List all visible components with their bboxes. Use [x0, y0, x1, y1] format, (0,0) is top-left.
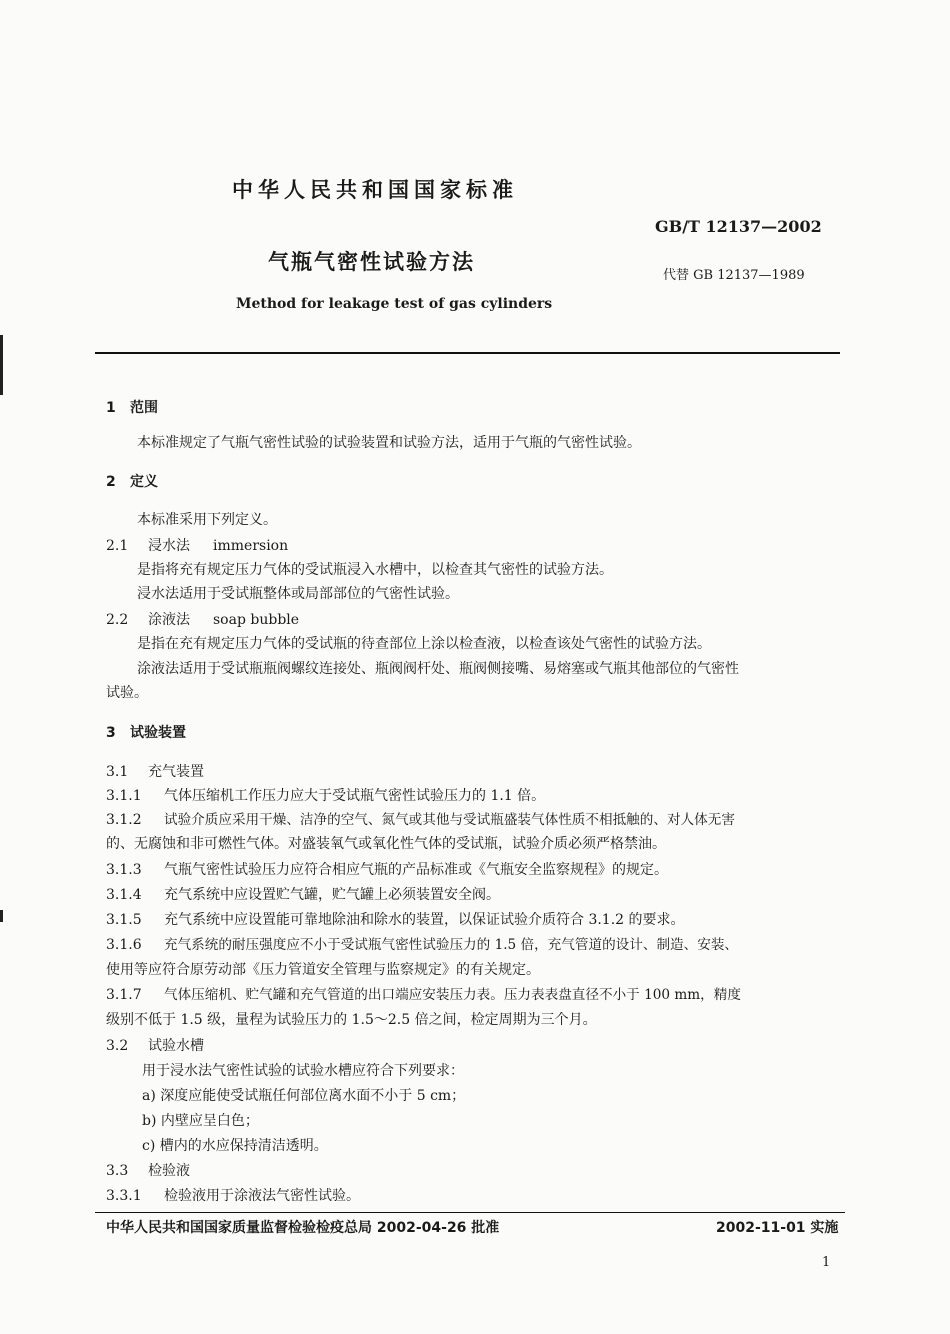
section-title: 范围: [130, 400, 158, 416]
header-rule: [95, 352, 840, 354]
standard-number: GB/T 12137—2002: [655, 217, 822, 236]
paragraph: 浸水法适用于受试瓶整体或局部部位的气密性试验。: [137, 586, 459, 602]
section-title: 定义: [130, 474, 158, 490]
footer-rule: [95, 1212, 845, 1213]
section-number: 3: [106, 725, 116, 741]
paragraph: 本标准规定了气瓶气密性试验的试验装置和试验方法，适用于气瓶的气密性试验。: [137, 435, 641, 451]
clause-text: 检验液用于涂液法气密性试验。: [164, 1188, 360, 1204]
paragraph: 本标准采用下列定义。: [137, 512, 277, 528]
clause-number: 3.1: [106, 764, 129, 780]
replaces-note: 代替 GB 12137—1989: [663, 268, 805, 283]
clause-number: 2.2: [106, 612, 129, 628]
list-item: c) 槽内的水应保持清洁透明。: [142, 1138, 328, 1154]
clause-number: 2.1: [106, 538, 129, 554]
term: 浸水法: [148, 538, 190, 554]
org-title: 中华人民共和国国家标准: [232, 178, 518, 202]
clause-text: 气瓶气密性试验压力应符合相应气瓶的产品标准或《气瓶安全监察规程》的规定。: [164, 862, 668, 878]
term-english: soap bubble: [213, 612, 300, 628]
term: 涂液法: [148, 612, 190, 628]
clause-number: 3.1.5: [106, 912, 142, 928]
clause-number: 3.1.7: [106, 987, 142, 1003]
term-english: immersion: [213, 538, 289, 554]
section-title: 试验装置: [130, 725, 186, 741]
clause-text: 气体压缩机工作压力应大于受试瓶气密性试验压力的 1.1 倍。: [164, 788, 546, 804]
paragraph: 用于浸水法气密性试验的试验水槽应符合下列要求：: [142, 1063, 464, 1079]
paragraph: 是指在充有规定压力气体的受试瓶的待查部位上涂以检查液，以检查该处气密性的试验方法。: [137, 636, 711, 652]
clause-title: 充气装置: [148, 764, 204, 780]
list-item: a) 深度应能使受试瓶任何部位离水面不小于 5 cm；: [142, 1088, 466, 1104]
clause-number: 3.1.4: [106, 887, 142, 903]
paragraph: 试验。: [106, 685, 148, 701]
clause-number: 3.1.3: [106, 862, 142, 878]
clause-text: 气体压缩机、贮气罐和充气管道的出口端应安装压力表。压力表表盘直径不小于 100 mm，精度: [164, 987, 741, 1003]
paragraph: 是指将充有规定压力气体的受试瓶浸入水槽中，以检查其气密性的试验方法。: [137, 562, 613, 578]
clause-number: 3.1.1: [106, 788, 142, 804]
list-item: b) 内壁应呈白色；: [142, 1113, 259, 1129]
clause-text: 的、无腐蚀和非可燃性气体。对盛装氧气或氧化性气体的受试瓶，试验介质必须严格禁油。: [106, 836, 666, 852]
english-title: Method for leakage test of gas cylinders: [236, 296, 553, 312]
clause-number: 3.3: [106, 1163, 129, 1179]
clause-number: 3.1.6: [106, 937, 142, 953]
document-title: 气瓶气密性试验方法: [268, 250, 475, 274]
clause-text: 充气系统中应设置能可靠地除油和除水的装置，以保证试验介质符合 3.1.2 的要求。: [164, 912, 685, 928]
clause-number: 3.3.1: [106, 1188, 142, 1204]
clause-text: 充气系统中应设置贮气罐，贮气罐上必须装置安全阀。: [164, 887, 500, 903]
section-number: 1: [106, 400, 116, 416]
clause-text: 充气系统的耐压强度应不小于受试瓶气密性试验压力的 1.5 倍，充气管道的设计、制造、安装、: [164, 937, 739, 953]
clause-text: 使用等应符合原劳动部《压力管道安全管理与监察规定》的有关规定。: [106, 962, 540, 978]
clause-text: 试验介质应采用干燥、洁净的空气、氮气或其他与受试瓶盛装气体性质不相抵触的、对人体无害: [164, 812, 735, 828]
page-number: 1: [822, 1255, 831, 1270]
paragraph: 涂液法适用于受试瓶瓶阀螺纹连接处、瓶阀阀杆处、瓶阀侧接嘴、易熔塞或气瓶其他部位的气密性: [137, 661, 739, 677]
section-number: 2: [106, 474, 116, 490]
scan-edge-mark: [0, 335, 3, 395]
clause-number: 3.1.2: [106, 812, 142, 828]
clause-title: 检验液: [148, 1163, 190, 1179]
scan-edge-mark: [0, 910, 3, 922]
approval-line: 中华人民共和国国家质量监督检验检疫总局 2002-04-26 批准: [106, 1220, 500, 1236]
implementation-date: 2002-11-01 实施: [716, 1220, 839, 1236]
clause-title: 试验水槽: [148, 1038, 204, 1054]
clause-text: 级别不低于 1.5 级，量程为试验压力的 1.5～2.5 倍之间，检定周期为三个月。: [106, 1012, 597, 1028]
clause-number: 3.2: [106, 1038, 129, 1054]
